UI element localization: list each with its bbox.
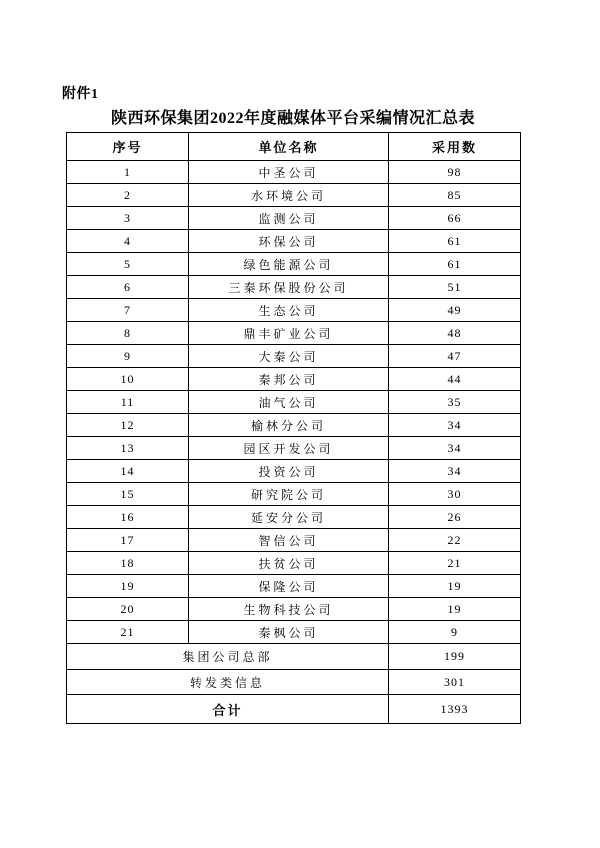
serial-number-cell: 19 xyxy=(67,575,189,598)
serial-number-cell: 20 xyxy=(67,598,189,621)
adopted-count-cell: 34 xyxy=(389,460,521,483)
unit-name-cell: 园区开发公司 xyxy=(189,437,389,460)
serial-number-cell: 10 xyxy=(67,368,189,391)
table-row xyxy=(67,437,521,460)
serial-number-cell: 12 xyxy=(67,414,189,437)
unit-name-cell: 智信公司 xyxy=(189,529,389,552)
adopted-count-cell: 19 xyxy=(389,575,521,598)
table-row xyxy=(67,506,521,529)
unit-name-cell: 油气公司 xyxy=(189,391,389,414)
serial-number-cell: 15 xyxy=(67,483,189,506)
unit-name-cell: 榆林分公司 xyxy=(189,414,389,437)
adopted-count-cell: 47 xyxy=(389,345,521,368)
unit-name-cell: 监测公司 xyxy=(189,207,389,230)
table-row xyxy=(67,276,521,299)
summary-row xyxy=(67,644,521,670)
summary-label-cell: 转发类信息 xyxy=(67,670,389,695)
table-row xyxy=(67,230,521,253)
unit-name-cell: 生态公司 xyxy=(189,299,389,322)
adopted-count-cell: 44 xyxy=(389,368,521,391)
table-row xyxy=(67,253,521,276)
table-row xyxy=(67,483,521,506)
serial-number-cell: 3 xyxy=(67,207,189,230)
adopted-count-cell: 48 xyxy=(389,322,521,345)
serial-number-cell: 2 xyxy=(67,184,189,207)
serial-number-cell: 7 xyxy=(67,299,189,322)
header-unit-name: 单位名称 xyxy=(189,133,389,161)
table-row xyxy=(67,207,521,230)
header-serial-number: 序号 xyxy=(67,133,189,161)
summary-row xyxy=(67,670,521,695)
serial-number-cell: 11 xyxy=(67,391,189,414)
serial-number-cell: 18 xyxy=(67,552,189,575)
adopted-count-cell: 61 xyxy=(389,253,521,276)
unit-name-cell: 环保公司 xyxy=(189,230,389,253)
table-row xyxy=(67,414,521,437)
unit-name-cell: 扶贫公司 xyxy=(189,552,389,575)
total-count-cell: 1393 xyxy=(389,695,521,724)
total-row xyxy=(67,695,521,724)
summary-table xyxy=(66,132,521,724)
table-row xyxy=(67,575,521,598)
table-row xyxy=(67,529,521,552)
adopted-count-cell: 9 xyxy=(389,621,521,644)
adopted-count-cell: 61 xyxy=(389,230,521,253)
unit-name-cell: 保隆公司 xyxy=(189,575,389,598)
adopted-count-cell: 49 xyxy=(389,299,521,322)
table-row xyxy=(67,368,521,391)
total-label-cell: 合计 xyxy=(67,695,389,724)
header-adopted-count: 采用数 xyxy=(389,133,521,161)
unit-name-cell: 三秦环保股份公司 xyxy=(189,276,389,299)
serial-number-cell: 9 xyxy=(67,345,189,368)
adopted-count-cell: 51 xyxy=(389,276,521,299)
table-row xyxy=(67,299,521,322)
table-header xyxy=(67,133,521,161)
serial-number-cell: 1 xyxy=(67,161,189,184)
serial-number-cell: 8 xyxy=(67,322,189,345)
serial-number-cell: 13 xyxy=(67,437,189,460)
serial-number-cell: 17 xyxy=(67,529,189,552)
adopted-count-cell: 85 xyxy=(389,184,521,207)
adopted-count-cell: 19 xyxy=(389,598,521,621)
unit-name-cell: 鼎丰矿业公司 xyxy=(189,322,389,345)
serial-number-cell: 16 xyxy=(67,506,189,529)
table-row xyxy=(67,161,521,184)
adopted-count-cell: 26 xyxy=(389,506,521,529)
table-body xyxy=(67,161,521,724)
adopted-count-cell: 98 xyxy=(389,161,521,184)
serial-number-cell: 4 xyxy=(67,230,189,253)
serial-number-cell: 5 xyxy=(67,253,189,276)
page-title: 陕西环保集团2022年度融媒体平台采编情况汇总表 xyxy=(110,110,475,127)
unit-name-cell: 投资公司 xyxy=(189,460,389,483)
table-row xyxy=(67,460,521,483)
unit-name-cell: 生物科技公司 xyxy=(189,598,389,621)
summary-count-cell: 199 xyxy=(389,644,521,670)
serial-number-cell: 14 xyxy=(67,460,189,483)
unit-name-cell: 大秦公司 xyxy=(189,345,389,368)
adopted-count-cell: 35 xyxy=(389,391,521,414)
table-row xyxy=(67,184,521,207)
adopted-count-cell: 34 xyxy=(389,437,521,460)
unit-name-cell: 水环境公司 xyxy=(189,184,389,207)
unit-name-cell: 秦枫公司 xyxy=(189,621,389,644)
header-row xyxy=(67,133,521,161)
table-row xyxy=(67,621,521,644)
adopted-count-cell: 22 xyxy=(389,529,521,552)
adopted-count-cell: 66 xyxy=(389,207,521,230)
unit-name-cell: 绿色能源公司 xyxy=(189,253,389,276)
summary-label-cell: 集团公司总部 xyxy=(67,644,389,670)
unit-name-cell: 秦邦公司 xyxy=(189,368,389,391)
table-row xyxy=(67,552,521,575)
serial-number-cell: 6 xyxy=(67,276,189,299)
summary-count-cell: 301 xyxy=(389,670,521,695)
adopted-count-cell: 34 xyxy=(389,414,521,437)
adopted-count-cell: 30 xyxy=(389,483,521,506)
serial-number-cell: 21 xyxy=(67,621,189,644)
unit-name-cell: 中圣公司 xyxy=(189,161,389,184)
table-row xyxy=(67,345,521,368)
table-row xyxy=(67,598,521,621)
unit-name-cell: 研究院公司 xyxy=(189,483,389,506)
unit-name-cell: 延安分公司 xyxy=(189,506,389,529)
adopted-count-cell: 21 xyxy=(389,552,521,575)
attachment-label: 附件1 xyxy=(62,87,99,102)
table-row xyxy=(67,322,521,345)
table-row xyxy=(67,391,521,414)
